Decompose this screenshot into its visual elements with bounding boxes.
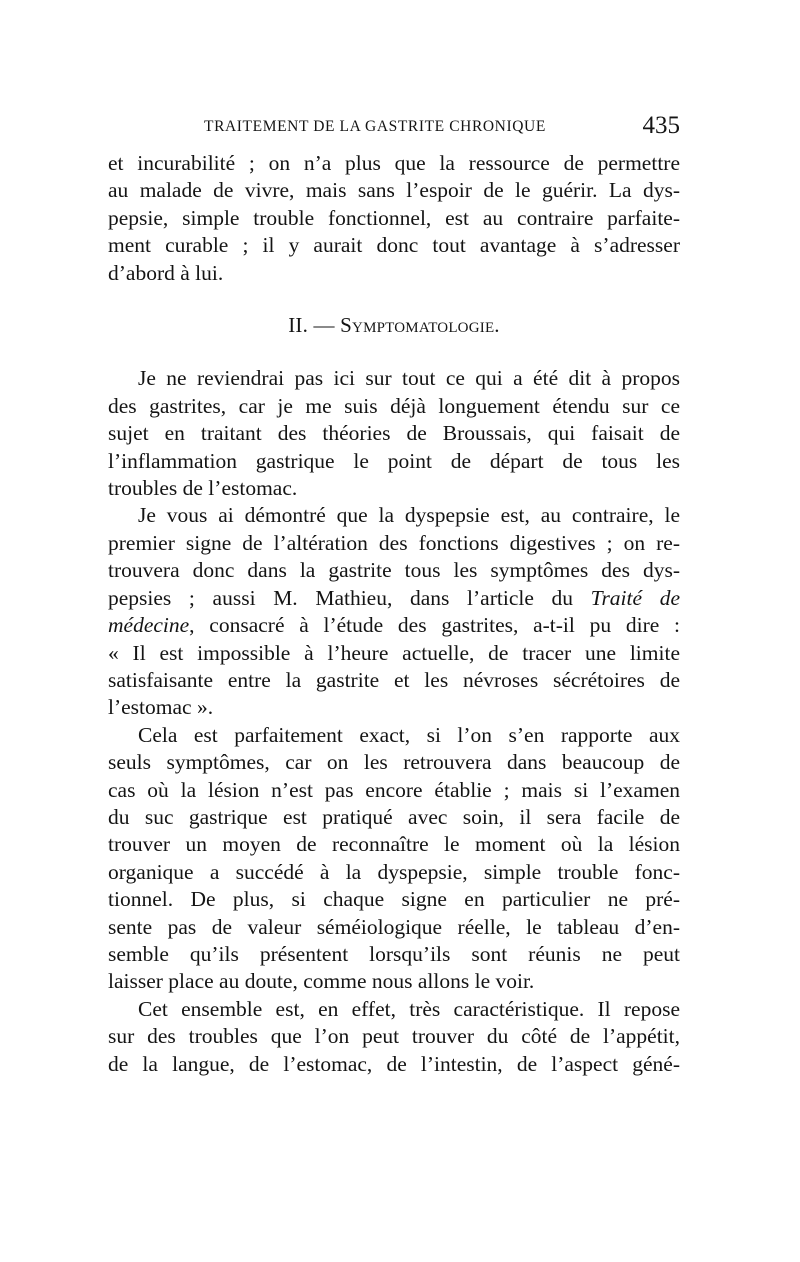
text-line: Je ne reviendrai pas ici sur tout ce qui a été dit à propos: [138, 366, 680, 391]
text-line: laisser place au doute, comme nous allons le voir.: [108, 969, 535, 994]
text-line: ment curable ; il y aurait donc tout avantage à s’adresser: [108, 233, 680, 258]
section-title: Symptomatologie.: [340, 313, 500, 338]
text-fragment: , consacré à l’étude des gastrites, a-t-il pu dire :: [189, 613, 680, 638]
text-line: « Il est impossible à l’heure actuelle, de tracer une limite: [108, 640, 680, 665]
text-block: [108, 150, 680, 1078]
text-line: pepsie, simple trouble fonctionnel, est au contraire parfaite-: [108, 205, 680, 230]
text-line: Cela est parfaitement exact, si l’on s’en rapporte aux: [138, 722, 680, 747]
text-line: trouvera donc dans la gastrite tous les symptômes des dys-: [108, 558, 680, 583]
text-line: l’estomac ».: [108, 695, 214, 720]
text-line: tionnel. De plus, si chaque signe en particulier ne pré-: [108, 887, 680, 912]
text-line: des gastrites, car je me suis déjà longuement étendu sur ce: [108, 393, 680, 418]
text-line: premier signe de l’altération des fonctions digestives ; on re-: [108, 530, 680, 555]
text-line: de la langue, de l’estomac, de l’intestin, de l’aspect géné-: [108, 1051, 680, 1076]
text-line: [108, 585, 680, 612]
text-line: cas où la lésion n’est pas encore établie ; mais si l’examen: [108, 777, 680, 802]
running-title: TRAITEMENT DE LA GASTRITE CHRONIQUE: [204, 118, 546, 135]
italic-title: Traité de: [590, 585, 680, 610]
text-line: du suc gastrique est pratiqué avec soin, il sera facile de: [108, 804, 680, 829]
text-line: l’inflammation gastrique le point de départ de tous les: [108, 448, 680, 473]
text-line: seuls symptômes, car on les retrouvera dans beaucoup de: [108, 750, 680, 775]
text-line: d’abord à lui.: [108, 260, 224, 285]
section-number: II. —: [288, 313, 341, 338]
text-line: et incurabilité ; on n’a plus que la ressource de permettre: [108, 151, 680, 175]
text-line: Je vous ai démontré que la dyspepsie est, au contraire, le: [138, 503, 680, 528]
text-line: [108, 612, 680, 639]
text-line: troubles de l’estomac.: [108, 476, 298, 501]
text-line: semble qu’ils présentent lorsqu’ils sont réunis ne peut: [108, 941, 680, 966]
text-line: trouver un moyen de reconnaître le moment où la lésion: [108, 832, 680, 857]
running-head: [108, 112, 680, 148]
text-line: Cet ensemble est, en effet, très caractéristique. Il repose: [138, 996, 680, 1021]
text-line: organique a succédé à la dyspepsie, simple trouble fonc-: [108, 859, 680, 884]
italic-title: médecine: [108, 613, 190, 638]
text-line: sujet en traitant des théories de Broussais, qui faisait de: [108, 421, 680, 446]
text-line: sente pas de valeur séméiologique réelle, le tableau d’en-: [108, 914, 680, 939]
section-heading: [108, 312, 680, 339]
text-line: satisfaisante entre la gastrite et les névroses sécrétoires de: [108, 667, 680, 692]
page-number: 435: [642, 112, 680, 139]
text-line: au malade de vivre, mais sans l’espoir de le guérir. La dys-: [108, 178, 680, 203]
text-line: sur des troubles que l’on peut trouver du côté de l’appétit,: [108, 1024, 680, 1049]
text-fragment: pepsies ; aussi M. Mathieu, dans l’article du: [108, 585, 591, 610]
